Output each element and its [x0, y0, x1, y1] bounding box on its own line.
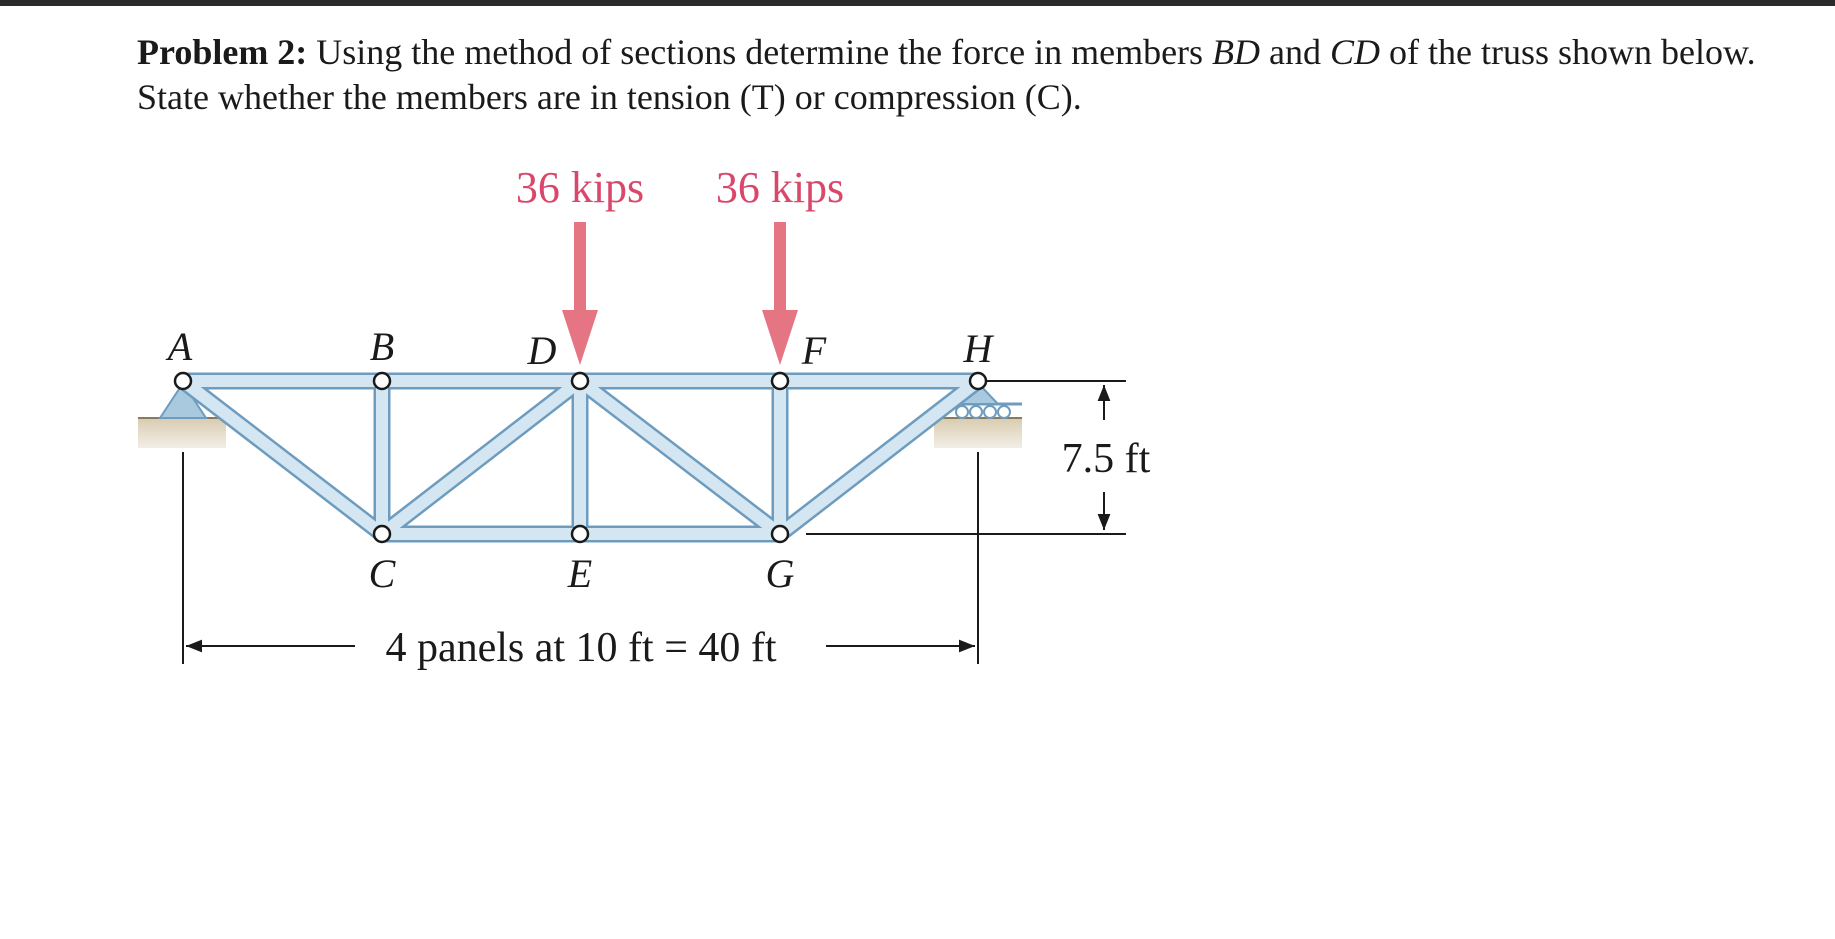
- node-label-c: C: [368, 551, 396, 596]
- roller-2: [970, 406, 982, 418]
- node-label-e: E: [567, 551, 593, 596]
- problem-label: Problem 2:: [137, 32, 308, 72]
- node-label-d: D: [527, 328, 557, 373]
- truss-members: [183, 381, 978, 534]
- member-cd: [382, 381, 580, 534]
- ground-block-a: [138, 418, 226, 448]
- roller-1: [956, 406, 968, 418]
- node-label-g: G: [765, 551, 795, 596]
- joint-d: [572, 373, 588, 389]
- member-bd-label: BD: [1212, 32, 1261, 72]
- node-label-b: B: [369, 324, 395, 369]
- joint-g: [772, 526, 788, 542]
- problem-text-2: and: [1260, 32, 1331, 72]
- height-label: 7.5 ft: [1061, 436, 1151, 482]
- member-gh: [780, 381, 978, 534]
- load-label-f: 36 kips: [715, 163, 845, 212]
- roller-4: [998, 406, 1010, 418]
- joint-e: [572, 526, 588, 542]
- load-arrow-shaft-f: [774, 222, 786, 312]
- span-label: 4 panels at 10 ft = 40 ft: [385, 625, 777, 671]
- node-label-h: H: [963, 326, 993, 371]
- problem-text-1: Using the method of sections determine the force in members: [307, 32, 1213, 72]
- node-label-a: A: [167, 324, 193, 369]
- joint-b: [374, 373, 390, 389]
- joint-h: [970, 373, 986, 389]
- joint-c: [374, 526, 390, 542]
- ground-block-h: [934, 418, 1022, 448]
- member-ac: [183, 381, 382, 534]
- joint-f: [772, 373, 788, 389]
- joint-a: [175, 373, 191, 389]
- member-dg: [580, 381, 780, 534]
- node-label-f: F: [801, 328, 827, 373]
- load-arrow-shaft-d: [574, 222, 586, 312]
- load-arrow-head-f: [762, 310, 798, 365]
- roller-3: [984, 406, 996, 418]
- load-arrow-head-d: [562, 310, 598, 365]
- problem-text-3: of the truss shown below. State whether the members are in tension (T) or compression (C).: [137, 32, 1756, 117]
- support-a: [138, 383, 226, 448]
- member-cd-label: CD: [1330, 32, 1381, 72]
- load-label-d: 36 kips: [515, 163, 645, 212]
